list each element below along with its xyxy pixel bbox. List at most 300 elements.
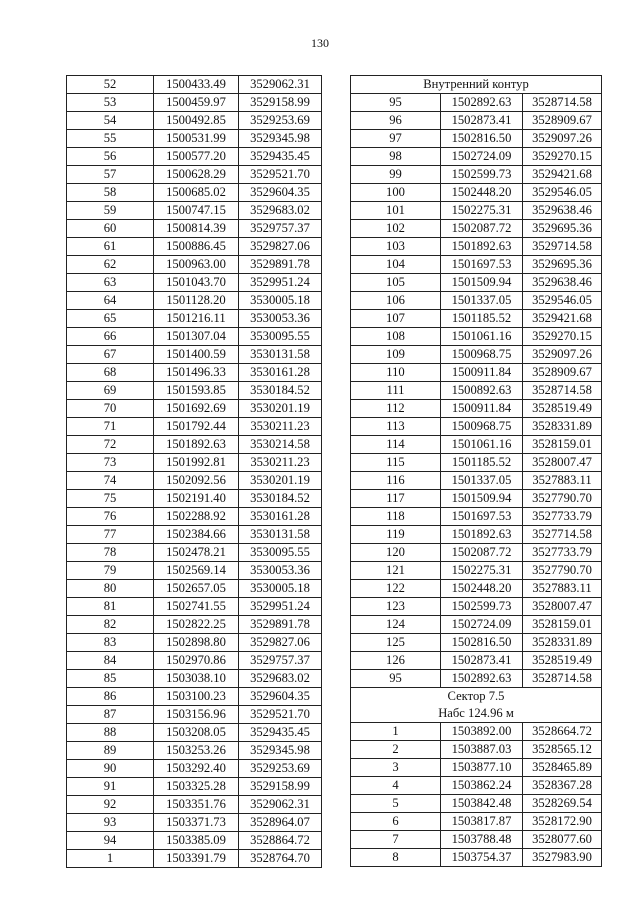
y-coordinate-cell: 3530214.58 <box>239 436 322 454</box>
y-coordinate-cell: 3529546.05 <box>523 184 602 202</box>
table-row <box>67 850 322 868</box>
y-coordinate-cell: 3530201.19 <box>239 400 322 418</box>
table-row <box>67 706 322 724</box>
table-row <box>67 202 322 220</box>
y-coordinate-cell: 3529062.31 <box>239 76 322 94</box>
y-coordinate-cell: 3529695.36 <box>523 256 602 274</box>
x-coordinate-cell: 1500911.84 <box>441 364 523 382</box>
x-coordinate-cell: 1503817.87 <box>441 813 523 831</box>
y-coordinate-cell: 3529062.31 <box>239 796 322 814</box>
x-coordinate-cell: 1500628.29 <box>154 166 239 184</box>
table-row <box>67 112 322 130</box>
point-number-cell: 87 <box>67 706 154 724</box>
point-number-cell: 80 <box>67 580 154 598</box>
x-coordinate-cell: 1501185.52 <box>441 310 523 328</box>
y-coordinate-cell: 3528331.89 <box>523 418 602 436</box>
x-coordinate-cell: 1502970.86 <box>154 652 239 670</box>
table-row <box>351 364 602 382</box>
y-coordinate-cell: 3528714.58 <box>523 94 602 112</box>
table-row <box>67 238 322 256</box>
table-row <box>67 310 322 328</box>
x-coordinate-cell: 1500492.85 <box>154 112 239 130</box>
y-coordinate-cell: 3527983.90 <box>523 849 602 867</box>
x-coordinate-cell: 1501892.63 <box>154 436 239 454</box>
y-coordinate-cell: 3527714.58 <box>523 526 602 544</box>
y-coordinate-cell: 3529270.15 <box>523 148 602 166</box>
y-coordinate-cell: 3530161.28 <box>239 508 322 526</box>
y-coordinate-cell: 3529951.24 <box>239 274 322 292</box>
table-row <box>351 256 602 274</box>
table-row <box>67 634 322 652</box>
point-number-cell: 61 <box>67 238 154 256</box>
table-row <box>351 598 602 616</box>
point-number-cell: 2 <box>351 741 441 759</box>
point-number-cell: 99 <box>351 166 441 184</box>
point-number-cell: 114 <box>351 436 441 454</box>
table-row <box>67 652 322 670</box>
y-coordinate-cell: 3528964.07 <box>239 814 322 832</box>
x-coordinate-cell: 1502275.31 <box>441 202 523 220</box>
table-row <box>67 346 322 364</box>
y-coordinate-cell: 3529891.78 <box>239 256 322 274</box>
y-coordinate-cell: 3528159.01 <box>523 436 602 454</box>
table-row <box>67 76 322 94</box>
sector-title: Сектор 7.5 <box>447 689 505 703</box>
point-number-cell: 117 <box>351 490 441 508</box>
x-coordinate-cell: 1502822.25 <box>154 616 239 634</box>
table-row <box>67 436 322 454</box>
y-coordinate-cell: 3530053.36 <box>239 310 322 328</box>
y-coordinate-cell: 3529345.98 <box>239 130 322 148</box>
coordinates-table-left <box>66 75 322 868</box>
y-coordinate-cell: 3529253.69 <box>239 112 322 130</box>
table-row <box>351 166 602 184</box>
point-number-cell: 101 <box>351 202 441 220</box>
y-coordinate-cell: 3529714.58 <box>523 238 602 256</box>
y-coordinate-cell: 3530053.36 <box>239 562 322 580</box>
y-coordinate-cell: 3528909.67 <box>523 112 602 130</box>
y-coordinate-cell: 3529421.68 <box>523 310 602 328</box>
sector-header <box>351 688 602 723</box>
x-coordinate-cell: 1500886.45 <box>154 238 239 256</box>
table-row <box>67 814 322 832</box>
x-coordinate-cell: 1500531.99 <box>154 130 239 148</box>
point-number-cell: 118 <box>351 508 441 526</box>
x-coordinate-cell: 1502816.50 <box>441 130 523 148</box>
point-number-cell: 60 <box>67 220 154 238</box>
point-number-cell: 105 <box>351 274 441 292</box>
y-coordinate-cell: 3529546.05 <box>523 292 602 310</box>
point-number-cell: 95 <box>351 670 441 688</box>
x-coordinate-cell: 1501043.70 <box>154 274 239 292</box>
y-coordinate-cell: 3530131.58 <box>239 526 322 544</box>
table-row <box>351 616 602 634</box>
x-coordinate-cell: 1500814.39 <box>154 220 239 238</box>
table-row <box>351 741 602 759</box>
table-row <box>351 472 602 490</box>
point-number-cell: 102 <box>351 220 441 238</box>
y-coordinate-cell: 3529421.68 <box>523 166 602 184</box>
x-coordinate-cell: 1501128.20 <box>154 292 239 310</box>
table-row <box>67 526 322 544</box>
table-row <box>67 742 322 760</box>
point-number-cell: 121 <box>351 562 441 580</box>
x-coordinate-cell: 1503892.00 <box>441 723 523 741</box>
x-coordinate-cell: 1502741.55 <box>154 598 239 616</box>
x-coordinate-cell: 1502724.09 <box>441 616 523 634</box>
table-row <box>351 795 602 813</box>
x-coordinate-cell: 1503862.24 <box>441 777 523 795</box>
table-row <box>67 778 322 796</box>
y-coordinate-cell: 3529638.46 <box>523 202 602 220</box>
point-number-cell: 53 <box>67 94 154 112</box>
point-number-cell: 1 <box>351 723 441 741</box>
table-row <box>351 813 602 831</box>
table-row <box>351 759 602 777</box>
x-coordinate-cell: 1503371.73 <box>154 814 239 832</box>
table-row <box>67 166 322 184</box>
table-row <box>351 112 602 130</box>
point-number-cell: 75 <box>67 490 154 508</box>
x-coordinate-cell: 1503754.37 <box>441 849 523 867</box>
table-row <box>351 562 602 580</box>
x-coordinate-cell: 1502892.63 <box>441 94 523 112</box>
point-number-cell: 96 <box>351 112 441 130</box>
y-coordinate-cell: 3529097.26 <box>523 346 602 364</box>
y-coordinate-cell: 3530095.55 <box>239 328 322 346</box>
sector-title-cell <box>351 688 602 723</box>
point-number-cell: 57 <box>67 166 154 184</box>
x-coordinate-cell: 1500963.00 <box>154 256 239 274</box>
x-coordinate-cell: 1502724.09 <box>441 148 523 166</box>
x-coordinate-cell: 1502569.14 <box>154 562 239 580</box>
x-coordinate-cell: 1502384.66 <box>154 526 239 544</box>
table-row <box>351 652 602 670</box>
x-coordinate-cell: 1501892.63 <box>441 526 523 544</box>
table-row <box>351 292 602 310</box>
y-coordinate-cell: 3530161.28 <box>239 364 322 382</box>
point-number-cell: 66 <box>67 328 154 346</box>
point-number-cell: 72 <box>67 436 154 454</box>
x-coordinate-cell: 1503842.48 <box>441 795 523 813</box>
point-number-cell: 7 <box>351 831 441 849</box>
point-number-cell: 62 <box>67 256 154 274</box>
y-coordinate-cell: 3528519.49 <box>523 400 602 418</box>
y-coordinate-cell: 3527790.70 <box>523 562 602 580</box>
point-number-cell: 92 <box>67 796 154 814</box>
y-coordinate-cell: 3529827.06 <box>239 634 322 652</box>
y-coordinate-cell: 3529683.02 <box>239 670 322 688</box>
x-coordinate-cell: 1501593.85 <box>154 382 239 400</box>
x-coordinate-cell: 1502092.56 <box>154 472 239 490</box>
point-number-cell: 111 <box>351 382 441 400</box>
y-coordinate-cell: 3529951.24 <box>239 598 322 616</box>
x-coordinate-cell: 1503100.23 <box>154 688 239 706</box>
y-coordinate-cell: 3530211.23 <box>239 418 322 436</box>
point-number-cell: 89 <box>67 742 154 760</box>
x-coordinate-cell: 1502892.63 <box>441 670 523 688</box>
point-number-cell: 82 <box>67 616 154 634</box>
x-coordinate-cell: 1503877.10 <box>441 759 523 777</box>
x-coordinate-cell: 1503253.26 <box>154 742 239 760</box>
table-row <box>67 454 322 472</box>
y-coordinate-cell: 3527883.11 <box>523 580 602 598</box>
x-coordinate-cell: 1502087.72 <box>441 544 523 562</box>
point-number-cell: 83 <box>67 634 154 652</box>
point-number-cell: 98 <box>351 148 441 166</box>
sector-rows <box>351 723 602 867</box>
x-coordinate-cell: 1502478.21 <box>154 544 239 562</box>
x-coordinate-cell: 1501307.04 <box>154 328 239 346</box>
y-coordinate-cell: 3530005.18 <box>239 580 322 598</box>
x-coordinate-cell: 1501509.94 <box>441 274 523 292</box>
x-coordinate-cell: 1500911.84 <box>441 400 523 418</box>
point-number-cell: 70 <box>67 400 154 418</box>
x-coordinate-cell: 1501697.53 <box>441 508 523 526</box>
y-coordinate-cell: 3530005.18 <box>239 292 322 310</box>
point-number-cell: 73 <box>67 454 154 472</box>
table-row <box>67 724 322 742</box>
point-number-cell: 79 <box>67 562 154 580</box>
y-coordinate-cell: 3530201.19 <box>239 472 322 490</box>
y-coordinate-cell: 3528159.01 <box>523 616 602 634</box>
point-number-cell: 95 <box>351 94 441 112</box>
table-row <box>351 849 602 867</box>
point-number-cell: 59 <box>67 202 154 220</box>
y-coordinate-cell: 3529435.45 <box>239 148 322 166</box>
table-row <box>67 670 322 688</box>
point-number-cell: 63 <box>67 274 154 292</box>
x-coordinate-cell: 1503391.79 <box>154 850 239 868</box>
point-number-cell: 69 <box>67 382 154 400</box>
y-coordinate-cell: 3527733.79 <box>523 544 602 562</box>
table-row <box>67 472 322 490</box>
table-row <box>351 184 602 202</box>
point-number-cell: 5 <box>351 795 441 813</box>
x-coordinate-cell: 1500577.20 <box>154 148 239 166</box>
y-coordinate-cell: 3530131.58 <box>239 346 322 364</box>
table-row <box>351 346 602 364</box>
table-row <box>351 454 602 472</box>
y-coordinate-cell: 3528565.12 <box>523 741 602 759</box>
point-number-cell: 58 <box>67 184 154 202</box>
x-coordinate-cell: 1501892.63 <box>441 238 523 256</box>
point-number-cell: 94 <box>67 832 154 850</box>
y-coordinate-cell: 3529757.37 <box>239 652 322 670</box>
table-row <box>67 688 322 706</box>
inner-contour-header-row <box>351 76 602 94</box>
x-coordinate-cell: 1502288.92 <box>154 508 239 526</box>
table-row <box>67 328 322 346</box>
x-coordinate-cell: 1501792.44 <box>154 418 239 436</box>
point-number-cell: 6 <box>351 813 441 831</box>
table-row <box>351 148 602 166</box>
x-coordinate-cell: 1500459.97 <box>154 94 239 112</box>
y-coordinate-cell: 3528764.70 <box>239 850 322 868</box>
y-coordinate-cell: 3530211.23 <box>239 454 322 472</box>
y-coordinate-cell: 3529891.78 <box>239 616 322 634</box>
page-number: 130 <box>311 36 329 50</box>
y-coordinate-cell: 3529757.37 <box>239 220 322 238</box>
table-row <box>67 130 322 148</box>
point-number-cell: 88 <box>67 724 154 742</box>
y-coordinate-cell: 3527790.70 <box>523 490 602 508</box>
y-coordinate-cell: 3528172.90 <box>523 813 602 831</box>
table-row <box>67 220 322 238</box>
y-coordinate-cell: 3528269.54 <box>523 795 602 813</box>
y-coordinate-cell: 3529435.45 <box>239 724 322 742</box>
table-row <box>351 831 602 849</box>
point-number-cell: 78 <box>67 544 154 562</box>
table-row <box>351 580 602 598</box>
point-number-cell: 113 <box>351 418 441 436</box>
table-row <box>351 634 602 652</box>
y-coordinate-cell: 3529345.98 <box>239 742 322 760</box>
point-number-cell: 109 <box>351 346 441 364</box>
x-coordinate-cell: 1503292.40 <box>154 760 239 778</box>
table-row <box>351 130 602 148</box>
table-row <box>67 94 322 112</box>
point-number-cell: 64 <box>67 292 154 310</box>
x-coordinate-cell: 1503156.96 <box>154 706 239 724</box>
table-row <box>351 202 602 220</box>
y-coordinate-cell: 3529158.99 <box>239 94 322 112</box>
y-coordinate-cell: 3529097.26 <box>523 130 602 148</box>
x-coordinate-cell: 1503325.28 <box>154 778 239 796</box>
x-coordinate-cell: 1501509.94 <box>441 490 523 508</box>
y-coordinate-cell: 3529253.69 <box>239 760 322 778</box>
x-coordinate-cell: 1503788.48 <box>441 831 523 849</box>
point-number-cell: 54 <box>67 112 154 130</box>
x-coordinate-cell: 1502448.20 <box>441 580 523 598</box>
point-number-cell: 100 <box>351 184 441 202</box>
inner-contour-rows <box>351 94 602 688</box>
sector-header-row <box>351 688 602 723</box>
x-coordinate-cell: 1501185.52 <box>441 454 523 472</box>
sector-subtitle: Набс 124.96 м <box>438 706 514 720</box>
point-number-cell: 55 <box>67 130 154 148</box>
x-coordinate-cell: 1502448.20 <box>441 184 523 202</box>
x-coordinate-cell: 1501337.05 <box>441 292 523 310</box>
y-coordinate-cell: 3529827.06 <box>239 238 322 256</box>
x-coordinate-cell: 1501697.53 <box>441 256 523 274</box>
table-row <box>67 490 322 508</box>
y-coordinate-cell: 3528714.58 <box>523 670 602 688</box>
point-number-cell: 52 <box>67 76 154 94</box>
point-number-cell: 68 <box>67 364 154 382</box>
y-coordinate-cell: 3529695.36 <box>523 220 602 238</box>
point-number-cell: 93 <box>67 814 154 832</box>
point-number-cell: 119 <box>351 526 441 544</box>
table-row <box>351 310 602 328</box>
point-number-cell: 122 <box>351 580 441 598</box>
point-number-cell: 124 <box>351 616 441 634</box>
point-number-cell: 90 <box>67 760 154 778</box>
table-row <box>351 670 602 688</box>
y-coordinate-cell: 3529604.35 <box>239 184 322 202</box>
point-number-cell: 126 <box>351 652 441 670</box>
point-number-cell: 8 <box>351 849 441 867</box>
table-row <box>351 400 602 418</box>
x-coordinate-cell: 1502275.31 <box>441 562 523 580</box>
table-row <box>351 436 602 454</box>
point-number-cell: 84 <box>67 652 154 670</box>
point-number-cell: 116 <box>351 472 441 490</box>
table-row <box>67 400 322 418</box>
point-number-cell: 1 <box>67 850 154 868</box>
table-row <box>351 526 602 544</box>
x-coordinate-cell: 1500747.15 <box>154 202 239 220</box>
point-number-cell: 123 <box>351 598 441 616</box>
y-coordinate-cell: 3527883.11 <box>523 472 602 490</box>
table-row <box>351 418 602 436</box>
x-coordinate-cell: 1503038.10 <box>154 670 239 688</box>
y-coordinate-cell: 3528007.47 <box>523 454 602 472</box>
x-coordinate-cell: 1501400.59 <box>154 346 239 364</box>
x-coordinate-cell: 1503351.76 <box>154 796 239 814</box>
y-coordinate-cell: 3530184.52 <box>239 382 322 400</box>
point-number-cell: 125 <box>351 634 441 652</box>
y-coordinate-cell: 3529638.46 <box>523 274 602 292</box>
point-number-cell: 115 <box>351 454 441 472</box>
y-coordinate-cell: 3528909.67 <box>523 364 602 382</box>
point-number-cell: 86 <box>67 688 154 706</box>
table-row <box>351 220 602 238</box>
point-number-cell: 4 <box>351 777 441 795</box>
table-row <box>67 544 322 562</box>
table-row <box>67 184 322 202</box>
table-row <box>351 382 602 400</box>
y-coordinate-cell: 3530095.55 <box>239 544 322 562</box>
table-row <box>67 418 322 436</box>
point-number-cell: 85 <box>67 670 154 688</box>
table-row <box>67 832 322 850</box>
coordinates-table-right <box>350 75 602 867</box>
x-coordinate-cell: 1503887.03 <box>441 741 523 759</box>
point-number-cell: 76 <box>67 508 154 526</box>
x-coordinate-cell: 1501337.05 <box>441 472 523 490</box>
x-coordinate-cell: 1502657.05 <box>154 580 239 598</box>
y-coordinate-cell: 3528077.60 <box>523 831 602 849</box>
x-coordinate-cell: 1500892.63 <box>441 382 523 400</box>
y-coordinate-cell: 3528465.89 <box>523 759 602 777</box>
y-coordinate-cell: 3528519.49 <box>523 652 602 670</box>
x-coordinate-cell: 1502087.72 <box>441 220 523 238</box>
x-coordinate-cell: 1501061.16 <box>441 328 523 346</box>
x-coordinate-cell: 1503208.05 <box>154 724 239 742</box>
point-number-cell: 56 <box>67 148 154 166</box>
table-row <box>67 364 322 382</box>
point-number-cell: 71 <box>67 418 154 436</box>
table-row <box>67 256 322 274</box>
point-number-cell: 97 <box>351 130 441 148</box>
point-number-cell: 65 <box>67 310 154 328</box>
y-coordinate-cell: 3528664.72 <box>523 723 602 741</box>
point-number-cell: 77 <box>67 526 154 544</box>
table-row <box>67 580 322 598</box>
table-row <box>351 328 602 346</box>
x-coordinate-cell: 1500968.75 <box>441 418 523 436</box>
table-row <box>67 508 322 526</box>
table-row <box>67 148 322 166</box>
y-coordinate-cell: 3529683.02 <box>239 202 322 220</box>
x-coordinate-cell: 1500968.75 <box>441 346 523 364</box>
point-number-cell: 67 <box>67 346 154 364</box>
x-coordinate-cell: 1501496.33 <box>154 364 239 382</box>
point-number-cell: 106 <box>351 292 441 310</box>
point-number-cell: 120 <box>351 544 441 562</box>
x-coordinate-cell: 1502599.73 <box>441 166 523 184</box>
